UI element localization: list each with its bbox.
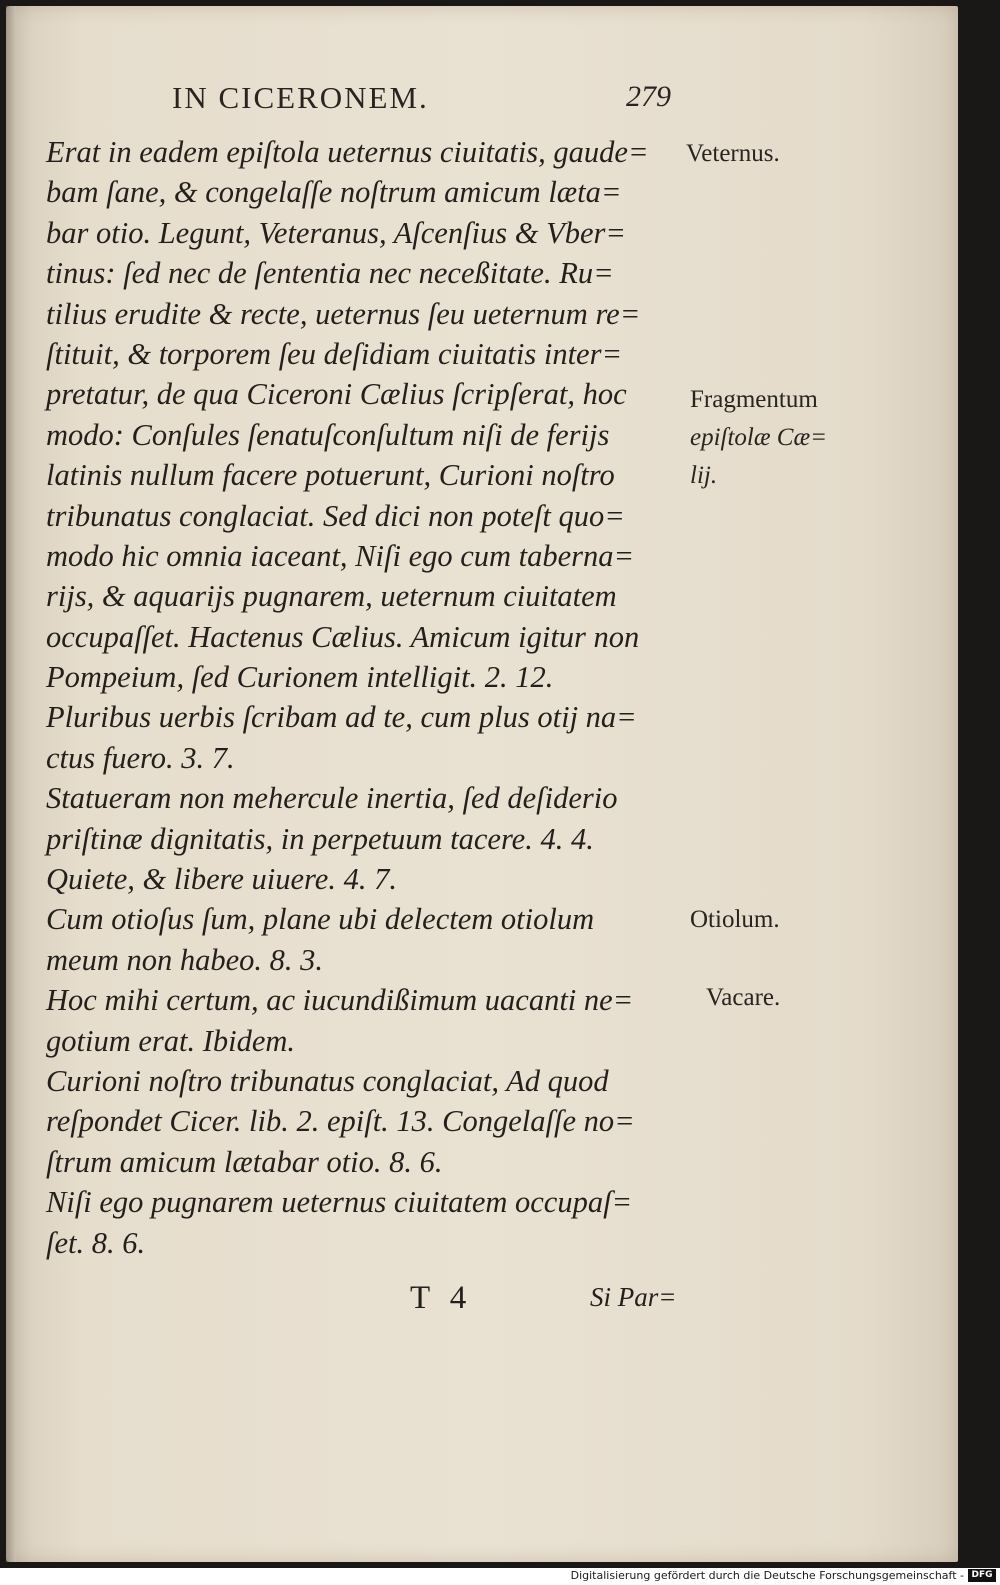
text-line: Pompeium, ſed Curionem intelligit. 2. 12.: [46, 660, 554, 695]
text-line: ſet. 8. 6.: [46, 1225, 146, 1260]
text-line: Niſi ego pugnarem ueternus ciuitatem occupaſ=: [46, 1185, 633, 1220]
text-line: meum non habeo. 8. 3.: [46, 942, 324, 977]
dfg-logo: DFG: [968, 1569, 996, 1582]
text-line: bar otio. Legunt, Veteranus, Aſcenſius & Vber=: [46, 215, 626, 250]
text-line: bam ſane, & congelaſſe noſtrum amicum læta=: [46, 175, 622, 210]
margin-note-fragmentum: Fragmentum: [690, 386, 818, 413]
text-line: pretatur, de qua Ciceroni Cælius ſcripſerat, hoc: [46, 377, 627, 412]
margin-note-vacare: Vacare.: [706, 984, 781, 1011]
page-gutter: [6, 6, 16, 1562]
text-line: gotium erat. Ibidem.: [46, 1023, 296, 1058]
text-line: Quiete, & libere uiuere. 4. 7.: [46, 862, 397, 897]
text-line: tribunatus conglaciat. Sed dici non poteſt quo=: [46, 498, 625, 533]
margin-note-otiolum: Otiolum.: [690, 906, 780, 933]
catchword: Si Par=: [590, 1282, 677, 1312]
text-line: modo hic omnia iaceant, Niſi ego cum taberna=: [46, 538, 635, 573]
text-line: ſtituit, & torporem ſeu deſidiam ciuitatis inter=: [46, 336, 623, 371]
text-line: rijs, & aquarijs pugnarem, ueternum ciuitatem: [46, 579, 617, 614]
margin-note-fragmentum-end: lij.: [690, 462, 718, 489]
text-line: tinus: ſed nec de ſententia nec neceßitate. Ru=: [46, 256, 614, 291]
margin-note-veternus: Veternus.: [686, 140, 780, 167]
running-head: IN CICERONEM.: [172, 80, 429, 115]
text-line: latinis nullum facere potuerunt, Curioni noſtro: [46, 458, 615, 493]
text-line: Erat in eadem epiſtola ueternus ciuitatis, gaude=: [46, 135, 649, 169]
digitization-credit: Digitalisierung gefördert durch die Deutsche Forschungsgemeinschaft -: [570, 1569, 964, 1582]
text-line: Curioni noſtro tribunatus conglaciat, Ad quod: [46, 1063, 609, 1098]
text-line: ctus fuero. 3. 7.: [46, 740, 235, 775]
text-line: occupaſſet. Hactenus Cælius. Amicum igitur non: [46, 619, 640, 654]
text-line: Statueram non mehercule inertia, ſed deſiderio: [46, 781, 618, 816]
signature-mark: T 4: [410, 1280, 473, 1316]
text-line: Pluribus uerbis ſcribam ad te, cum plus otij na=: [46, 700, 637, 735]
text-line: Hoc mihi certum, ac iucundißimum uacanti ne=: [46, 983, 634, 1018]
text-line: tilius erudite & recte, ueternus ſeu ueternum re=: [46, 296, 641, 331]
text-line: Cum otioſus ſum, plane ubi delectem otiolum: [46, 902, 595, 937]
text-line: ſtrum amicum lætabar otio. 8. 6.: [46, 1144, 443, 1179]
margin-note-fragmentum-cont: epiſtolæ Cæ=: [690, 424, 828, 451]
main-text-block: [46, 132, 686, 1263]
text-line: priſtinæ dignitatis, in perpetuum tacere. 4. 4.: [46, 821, 594, 856]
text-line: modo: Conſules ſenatuſconſultum niſi de ferijs: [46, 417, 610, 452]
page-number: 279: [626, 80, 671, 113]
text-line: reſpondet Cicer. lib. 2. epiſt. 13. Congelaſſe no=: [46, 1104, 635, 1139]
